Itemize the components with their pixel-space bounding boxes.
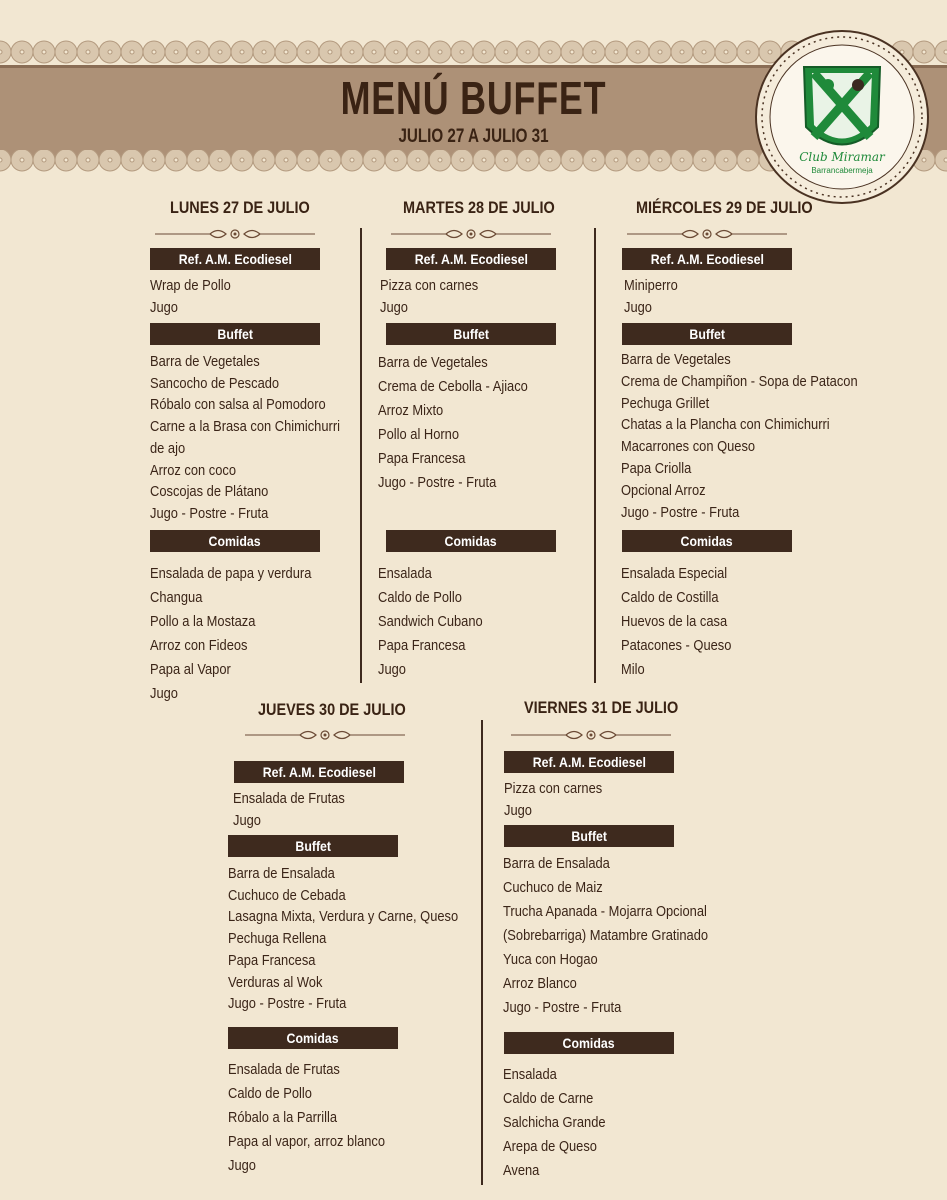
list-item: Papa al vapor, arroz blanco [228, 1133, 386, 1150]
list-item: Pechuga Grillet [621, 394, 710, 412]
list-item: Jugo - Postre - Fruta [228, 995, 347, 1013]
list-item: Ensalada de papa y verdura [150, 565, 312, 582]
club-miramar-logo [752, 27, 932, 207]
ref-label: Ref. A.M. Ecodiesel [386, 248, 556, 270]
buffet-items [621, 349, 896, 523]
list-item: Opcional Arroz [621, 481, 706, 499]
list-item: Yuca con Hogao [503, 951, 598, 968]
day-title: MARTES 28 DE JULIO [403, 198, 555, 217]
ref-items [150, 275, 244, 319]
list-item: Róbalo con salsa al Pomodoro [150, 396, 326, 414]
comidas-items [378, 562, 500, 682]
ornament-divider [386, 226, 556, 242]
comidas-label: Comidas [504, 1032, 674, 1054]
list-item: Trucha Apanada - Mojarra Opcional [503, 903, 707, 920]
comidas-label: Comidas [386, 530, 556, 552]
ornament-divider [506, 727, 676, 743]
logo-club-name: Club Miramar [799, 150, 885, 164]
list-item: Jugo [504, 802, 532, 819]
buffet-label: Buffet [622, 323, 792, 345]
list-item: Jugo [624, 299, 652, 316]
list-item: Coscojas de Plátano [150, 483, 269, 501]
list-item: Sancocho de Pescado [150, 374, 280, 392]
ornament-divider [622, 226, 792, 242]
ref-label: Ref. A.M. Ecodiesel [234, 761, 404, 783]
list-item: Róbalo a la Parrilla [228, 1109, 337, 1126]
list-item: Jugo [380, 299, 408, 316]
list-item: Jugo [228, 1157, 256, 1174]
day-title: JUEVES 30 DE JULIO [258, 700, 406, 719]
list-item: Jugo [378, 661, 406, 678]
comidas-items [503, 1063, 622, 1183]
list-item: Arroz con coco [150, 461, 237, 479]
list-item: Papa Francesa [378, 637, 466, 654]
list-item: Salchicha Grande [503, 1114, 606, 1131]
list-item: Changua [150, 589, 203, 606]
buffet-items [150, 351, 371, 525]
ref-items [233, 788, 363, 832]
list-item: Papa al Vapor [150, 661, 231, 678]
list-item: Jugo - Postre - Fruta [150, 504, 269, 522]
list-item: Lasagna Mixta, Verdura y Carne, Queso [228, 908, 459, 926]
day-title: VIERNES 31 DE JULIO [524, 698, 679, 717]
list-item: Jugo [150, 299, 178, 316]
list-item: Papa Francesa [228, 951, 316, 969]
list-item: Pizza con carnes [380, 277, 479, 294]
list-item: Crema de Champiñon - Sopa de Patacon [621, 372, 858, 390]
list-item: Avena [503, 1162, 540, 1179]
list-item: de ajo [150, 439, 186, 457]
list-item: Jugo [150, 685, 178, 702]
ref-label: Ref. A.M. Ecodiesel [504, 751, 674, 773]
list-item: Barra de Ensalada [228, 865, 335, 882]
list-item: Miniperro [624, 277, 678, 294]
list-item: Barra de Vegetales [621, 351, 731, 368]
column-divider-2 [594, 228, 596, 683]
list-item: Arroz con Fideos [150, 637, 248, 654]
list-item: Pechuga Rellena [228, 930, 327, 948]
page-title: MENÚ BUFFET [340, 72, 607, 124]
list-item: Pizza con carnes [504, 780, 603, 797]
list-item: Verduras al Wok [228, 973, 323, 991]
list-item: Cuchuco de Cebada [228, 886, 346, 904]
list-item: Cuchuco de Maiz [503, 879, 603, 896]
ref-items [380, 275, 494, 319]
logo-city: Barrancabermeja [811, 166, 873, 175]
buffet-label: Buffet [386, 323, 556, 345]
list-item: Patacones - Queso [621, 637, 732, 654]
list-item: (Sobrebarriga) Matambre Gratinado [503, 927, 709, 944]
comidas-items [621, 562, 749, 682]
list-item: Jugo - Postre - Fruta [503, 999, 622, 1016]
ref-items [624, 275, 687, 319]
list-item: Papa Criolla [621, 459, 692, 477]
buffet-label: Buffet [150, 323, 320, 345]
buffet-items [378, 351, 552, 495]
list-item: Ensalada Especial [621, 565, 728, 582]
comidas-label: Comidas [150, 530, 320, 552]
list-item: Caldo de Pollo [378, 589, 462, 606]
list-item: Milo [621, 661, 645, 678]
list-item: Carne a la Brasa con Chimichurri [150, 418, 340, 436]
day-title: MIÉRCOLES 29 DE JULIO [636, 198, 813, 217]
list-item: Jugo [233, 812, 261, 829]
ref-label: Ref. A.M. Ecodiesel [622, 248, 792, 270]
list-item: Papa Francesa [378, 450, 466, 467]
list-item: Barra de Ensalada [503, 855, 610, 872]
comidas-items [150, 562, 338, 706]
list-item: Ensalada [378, 565, 432, 582]
list-item: Pollo a la Mostaza [150, 613, 256, 630]
ref-label: Ref. A.M. Ecodiesel [150, 248, 320, 270]
comidas-items [228, 1058, 411, 1178]
ornament-divider [240, 727, 410, 743]
day-title: LUNES 27 DE JULIO [170, 198, 310, 217]
list-item: Arroz Blanco [503, 975, 577, 992]
list-item: Arepa de Queso [503, 1138, 597, 1155]
list-item: Caldo de Costilla [621, 589, 719, 606]
list-item: Ensalada de Frutas [228, 1061, 340, 1078]
list-item: Jugo - Postre - Fruta [621, 503, 740, 521]
list-item: Arroz Mixto [378, 402, 444, 419]
list-item: Chatas a la Plancha con Chimichurri [621, 416, 830, 434]
buffet-label: Buffet [228, 835, 398, 857]
date-range: JULIO 27 A JULIO 31 [398, 126, 549, 147]
list-item: Caldo de Pollo [228, 1085, 312, 1102]
comidas-label: Comidas [228, 1027, 398, 1049]
list-item: Wrap de Pollo [150, 277, 231, 294]
comidas-label: Comidas [622, 530, 792, 552]
list-item: Huevos de la casa [621, 613, 728, 630]
list-item: Sandwich Cubano [378, 613, 483, 630]
list-item: Jugo - Postre - Fruta [378, 474, 497, 491]
ornament-divider [150, 226, 320, 242]
list-item: Pollo al Horno [378, 426, 460, 443]
list-item: Caldo de Carne [503, 1090, 594, 1107]
list-item: Ensalada de Frutas [233, 790, 345, 807]
list-item: Barra de Vegetales [378, 354, 488, 371]
list-item: Ensalada [503, 1066, 557, 1083]
buffet-items [503, 852, 741, 1020]
ref-items [504, 778, 618, 822]
buffet-items [228, 863, 496, 1015]
list-item: Barra de Vegetales [150, 353, 260, 370]
buffet-label: Buffet [504, 825, 674, 847]
list-item: Macarrones con Queso [621, 438, 756, 456]
list-item: Crema de Cebolla - Ajiaco [378, 378, 528, 395]
